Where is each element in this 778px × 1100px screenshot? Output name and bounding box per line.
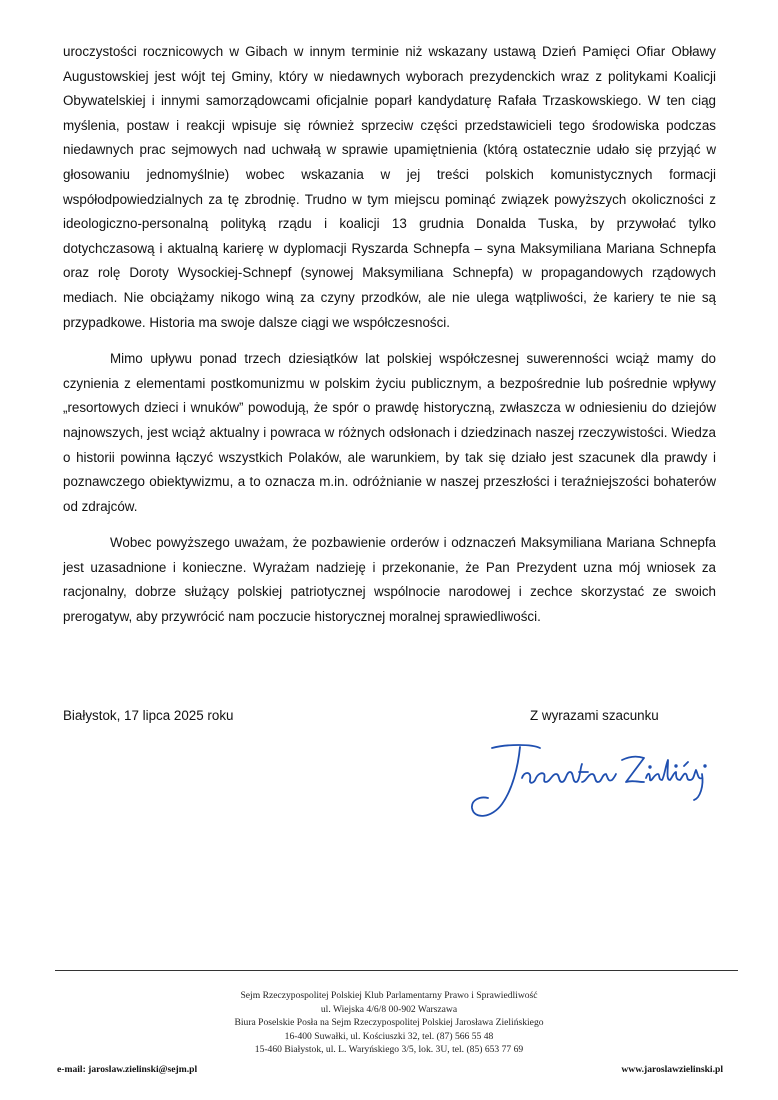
footer-line-club: Sejm Rzeczypospolitej Polskiej Klub Parlamentarny Prawo i Sprawiedliwość [240, 990, 538, 1001]
paragraph-postcommunism: Mimo upływu ponad trzech dziesiątków lat polskiej współczesnej suwerenności wciąż mamy do czynienia z elementami postkomunizmu w polskim życiu publicznym, a bezpośrednie lub pośrednie wpływy „resortowych dzieci i wnuków” powodują, że spór o prawdę historyczną, zwłaszcza w odniesieniu do dziejów najnowszych, jest wciąż aktualny i powraca w różnych odsłonach i dziedzinach naszej rzeczywistości. Wiedza o historii powinna łączyć wszystkich Polaków, ale warunkiem, by tak się działo jest szacunek dla prawdy i poznawczego obiektywizmu, a to oznacza m.in. odróżnianie w naszej przeszłości i teraźniejszości bohaterów od zdrajców. [63, 351, 716, 514]
footer-email: e-mail: jaroslaw.zielinski@sejm.pl [57, 1064, 198, 1075]
paragraph-conclusion: Wobec powyższego uważam, że pozbawienie orderów i odznaczeń Maksymiliana Mariana Schnepfa jest uzasadnione i konieczne. Wyrażam nadzieję i przekonanie, że Pan Prezydent uzna mój wniosek za racjonalny, dobrze służący polskiej patriotycznej wspólnocie narodowej i zechce skorzystać ze swoich prerogatyw, aby przywrócić nam poczucie historycznej moralnej sprawiedliwości. [63, 535, 716, 625]
paragraph-continuation: uroczystości rocznicowych w Gibach w innym terminie niż wskazany ustawą Dzień Pamięci Ofiar Obławy Augustowskiej jest wójt tej Gminy, który w niedawnych wyborach prezydenckich wraz z politykami Koalicji Obywatelskiej i innymi samorządowcami oficjalnie poparł kandydaturę Rafała Trzaskowskiego. W ten ciąg myślenia, postaw i reakcji wpisuje się również sprzeciw części przedstawicieli tego środowiska podczas niedawnych prac sejmowych nad uchwałą w sprawie upamiętnienia (którą ostatecznie udało się przyjąć w głosowaniu jednomyślnie) wobec wskazania w jej treści polskich komunistycznych formacji współodpowiedzialnych za tę zbrodnię. Trudno w tym miejscu pominąć związek powyższych okoliczności z ideologiczno-personalną polityką rządu i koalicji 13 grudnia Donalda Tuska, by przywołać tylko dotychczasową i aktualną karierę w dyplomacji Ryszarda Schnepfa – syna Maksymiliana Mariana Schnepfa oraz rolę Doroty Wysockiej-Schnepf (synowej Maksymiliana Schnepfa) w propagandowych rządowych mediach. Nie obciążamy nikogo winą za czyny przodków, ale nie ulega wątpliwości, że kariery te nie są przypadkowe. Historia ma swoje dalsze ciągi we współczesności. [63, 44, 716, 330]
footer-line-bialystok: 15-460 Białystok, ul. L. Waryńskiego 3/5, lok. 3U, tel. (85) 653 77 69 [254, 1044, 524, 1056]
letter-body [63, 40, 716, 630]
footer-address-block [120, 989, 658, 1057]
footer-website: www.jaroslawzielinski.pl [621, 1064, 723, 1075]
place-date: Białystok, 17 lipca 2025 roku [63, 708, 234, 723]
footer-line-suwalki: 16-400 Suwałki, ul. Kościuszki 32, tel. (87) 566 55 48 [284, 1030, 494, 1042]
footer-line-warsaw-address: ul. Wiejska 4/6/8 00-902 Warszawa [320, 1003, 458, 1015]
footer-divider [55, 970, 738, 971]
closing-salutation: Z wyrazami szacunku [530, 708, 659, 723]
footer-line-offices: Biura Poselskie Posła na Sejm Rzeczypospolitej Polskiej Jarosława Zielińskiego [234, 1017, 544, 1029]
handwritten-signature [462, 738, 712, 823]
